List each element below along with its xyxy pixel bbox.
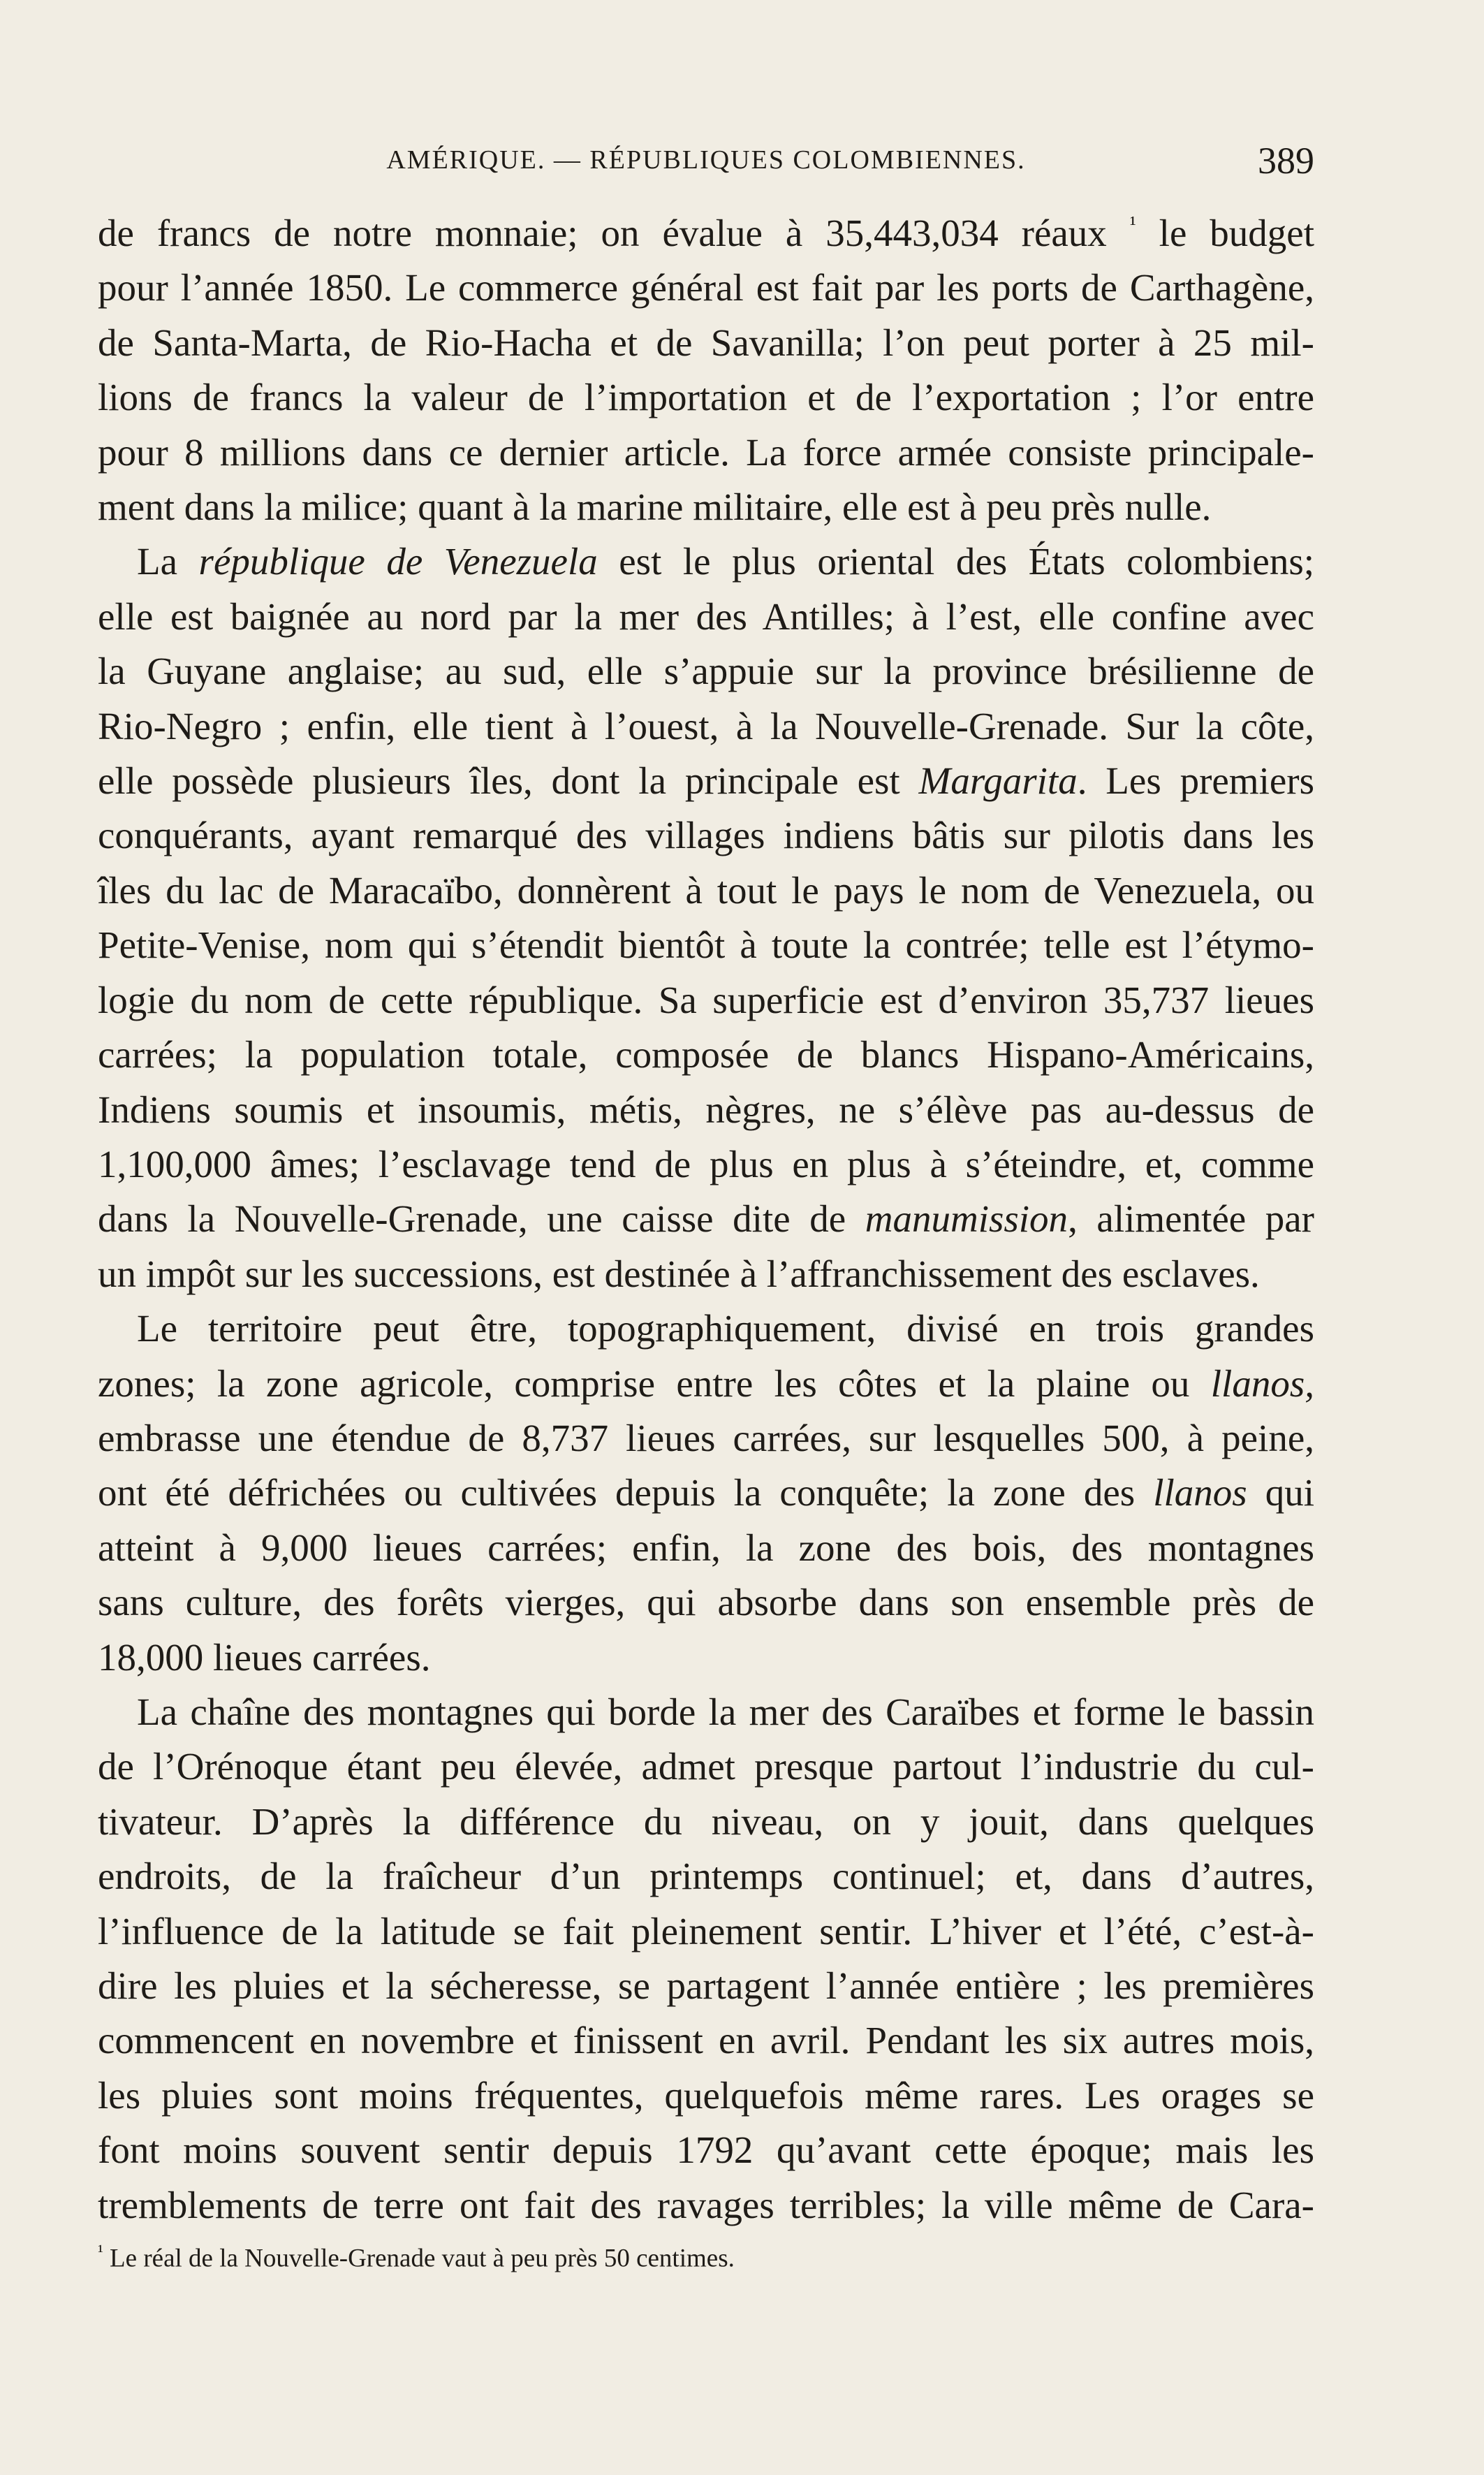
text-line bbox=[98, 316, 1314, 370]
text-run: de l’Orénoque étant peu élevée, admet presque partout l’industrie du cul- bbox=[98, 1745, 1314, 1788]
text-line bbox=[98, 699, 1314, 754]
running-head: AMÉRIQUE. — RÉPUBLIQUES COLOMBIENNES. bbox=[386, 145, 1026, 175]
text-run: la Guyane anglaise; au sud, elle s’appuie sur la province brésilienne de bbox=[98, 650, 1314, 693]
text-run: pour 8 millions dans ce dernier article. La force armée consiste principale- bbox=[98, 430, 1314, 474]
italic-text: manumission bbox=[865, 1197, 1068, 1241]
text-line bbox=[98, 261, 1314, 315]
text-line bbox=[98, 1357, 1314, 1411]
page-number: 389 bbox=[1258, 140, 1314, 182]
italic-text: république de Venezuela bbox=[198, 540, 598, 583]
text-line bbox=[98, 1904, 1314, 1959]
text-run: 1,100,000 âmes; l’esclavage tend de plus en plus à s’éteindre, et, comme bbox=[98, 1142, 1314, 1185]
text-run: de Santa-Marta, de Rio-Hacha et de Savanilla; l’on peut porter à 25 mil- bbox=[98, 321, 1314, 364]
text-run: La bbox=[137, 540, 199, 583]
text-run: dans la Nouvelle-Grenade, une caisse dite de bbox=[98, 1197, 865, 1241]
text-run: îles du lac de Maracaïbo, donnèrent à tout le pays le nom de Venezuela, ou bbox=[98, 868, 1314, 912]
text-line bbox=[98, 644, 1314, 699]
text-line bbox=[98, 1083, 1314, 1137]
text-run: font moins souvent sentir depuis 1792 qu’avant cette époque; mais les bbox=[98, 2129, 1314, 2172]
page-body bbox=[98, 206, 1314, 2276]
text-line bbox=[98, 1575, 1314, 1630]
text-run: Rio-Negro ; enfin, elle tient à l’ouest, à la Nouvelle-Grenade. Sur la côte, bbox=[98, 704, 1314, 747]
text-run: ont été défrichées ou cultivées depuis la conquête; la zone des bbox=[98, 1471, 1154, 1514]
page-header bbox=[98, 136, 1314, 185]
text-run: pour l’année 1850. Le commerce général est fait par les ports de Carthagène, bbox=[98, 266, 1314, 309]
text-run: dire les pluies et la sécheresse, se partagent l’année entière ; les premières bbox=[98, 1964, 1314, 2007]
text-run: Le territoire peut être, topographiquement, divisé en trois grandes bbox=[137, 1307, 1314, 1350]
text-line bbox=[98, 2068, 1314, 2123]
text-line bbox=[98, 1795, 1314, 1849]
text-line bbox=[98, 754, 1314, 808]
text-line bbox=[98, 2013, 1314, 2068]
text-run: l’influence de la latitude se fait pleinement sentir. L’hiver et l’été, c’est-à- bbox=[98, 1909, 1314, 1952]
text-run: un impôt sur les successions, est destinée à l’affranchissement des esclaves. bbox=[98, 1252, 1260, 1295]
paragraph bbox=[98, 534, 1314, 1301]
text-run: est le plus oriental des États colombiens; bbox=[597, 540, 1315, 583]
text-run: elle possède plusieurs îles, dont la principale est bbox=[98, 759, 919, 803]
text-line bbox=[98, 2178, 1314, 2233]
text-line bbox=[98, 808, 1314, 863]
italic-text: llanos bbox=[1153, 1471, 1247, 1514]
text-run: lions de francs la valeur de l’importation et de l’exportation ; l’or entre bbox=[98, 376, 1314, 419]
text-line bbox=[98, 425, 1314, 480]
text-line bbox=[98, 1685, 1314, 1739]
text-run: . Les premiers bbox=[1077, 759, 1314, 803]
footnote-text: Le réal de la Nouvelle-Grenade vaut à peu près 50 centimes. bbox=[103, 2244, 735, 2273]
text-run: atteint à 9,000 lieues carrées; enfin, la zone des bois, des montagnes bbox=[98, 1526, 1314, 1569]
text-line bbox=[98, 1192, 1314, 1246]
italic-text: llanos, bbox=[1210, 1361, 1314, 1405]
text-run: Petite-Venise, nom qui s’étendit bientôt à toute la contrée; telle est l’étymo- bbox=[98, 923, 1314, 967]
text-run: conquérants, ayant remarqué des villages indiens bâtis sur pilotis dans les bbox=[98, 814, 1314, 857]
text-run: 18,000 lieues carrées. bbox=[98, 1635, 431, 1679]
text-line bbox=[98, 1137, 1314, 1192]
text-line bbox=[98, 1959, 1314, 2013]
text-run: ment dans la milice; quant à la marine militaire, elle est à peu près nulle. bbox=[98, 485, 1212, 529]
footnote-marker: ¹ bbox=[98, 2241, 103, 2262]
text-line bbox=[98, 590, 1314, 644]
text-run: elle est baignée au nord par la mer des Antilles; à l’est, elle confine avec bbox=[98, 594, 1314, 638]
text-line bbox=[98, 370, 1314, 425]
text-line bbox=[98, 480, 1314, 534]
text-run: sans culture, des forêts vierges, qui absorbe dans son ensemble près de bbox=[98, 1581, 1314, 1624]
text-run: de francs de notre monnaie; on évalue à 35,443,034 réaux bbox=[98, 212, 1130, 254]
footnote bbox=[98, 2234, 1314, 2276]
text-run: , alimentée par bbox=[1068, 1197, 1315, 1241]
text-line bbox=[98, 1247, 1314, 1301]
text-line bbox=[98, 1466, 1314, 1520]
text-line bbox=[98, 2123, 1314, 2177]
text-run: tivateur. D’après la différence du niveau, on y jouit, dans quelques bbox=[98, 1799, 1314, 1843]
text-line bbox=[98, 918, 1314, 972]
text-line bbox=[98, 206, 1314, 261]
text-run: zones; la zone agricole, comprise entre les côtes et la plaine ou bbox=[98, 1361, 1211, 1405]
text-line bbox=[98, 973, 1314, 1028]
text-run: endroits, de la fraîcheur d’un printemps continuel; et, dans d’autres, bbox=[98, 1855, 1314, 1898]
text-line bbox=[98, 1411, 1314, 1466]
text-line bbox=[98, 534, 1314, 589]
italic-text: Margarita bbox=[918, 759, 1078, 803]
paragraph bbox=[98, 1685, 1314, 2233]
text-line bbox=[98, 1301, 1314, 1356]
text-run: commencent en novembre et finissent en avril. Pendant les six autres mois, bbox=[98, 2019, 1314, 2062]
footnote-reference: ¹ bbox=[1129, 212, 1136, 235]
paragraph bbox=[98, 206, 1314, 534]
text-line bbox=[98, 1849, 1314, 1904]
text-run: La chaîne des montagnes qui borde la mer des Caraïbes et forme le bassin bbox=[137, 1690, 1314, 1733]
text-run: Indiens soumis et insoumis, métis, nègres, ne s’élève pas au-dessus de bbox=[98, 1088, 1314, 1131]
text-run: qui bbox=[1247, 1471, 1314, 1514]
text-run: le budget bbox=[1136, 212, 1314, 254]
text-run: carrées; la population totale, composée de blancs Hispano-Américains, bbox=[98, 1033, 1314, 1076]
text-line bbox=[98, 863, 1314, 918]
text-run: embrasse une étendue de 8,737 lieues carrées, sur lesquelles 500, à peine, bbox=[98, 1416, 1314, 1459]
text-run: logie du nom de cette république. Sa superficie est d’environ 35,737 lieues bbox=[98, 978, 1314, 1021]
text-line bbox=[98, 1028, 1314, 1082]
text-line bbox=[98, 1739, 1314, 1794]
paragraph bbox=[98, 1301, 1314, 1685]
text-line bbox=[98, 1521, 1314, 1575]
text-line bbox=[98, 1630, 1314, 1685]
text-run: les pluies sont moins fréquentes, quelquefois même rares. Les orages se bbox=[98, 2073, 1314, 2117]
text-run: tremblements de terre ont fait des ravages terribles; la ville même de Cara- bbox=[98, 2183, 1314, 2226]
